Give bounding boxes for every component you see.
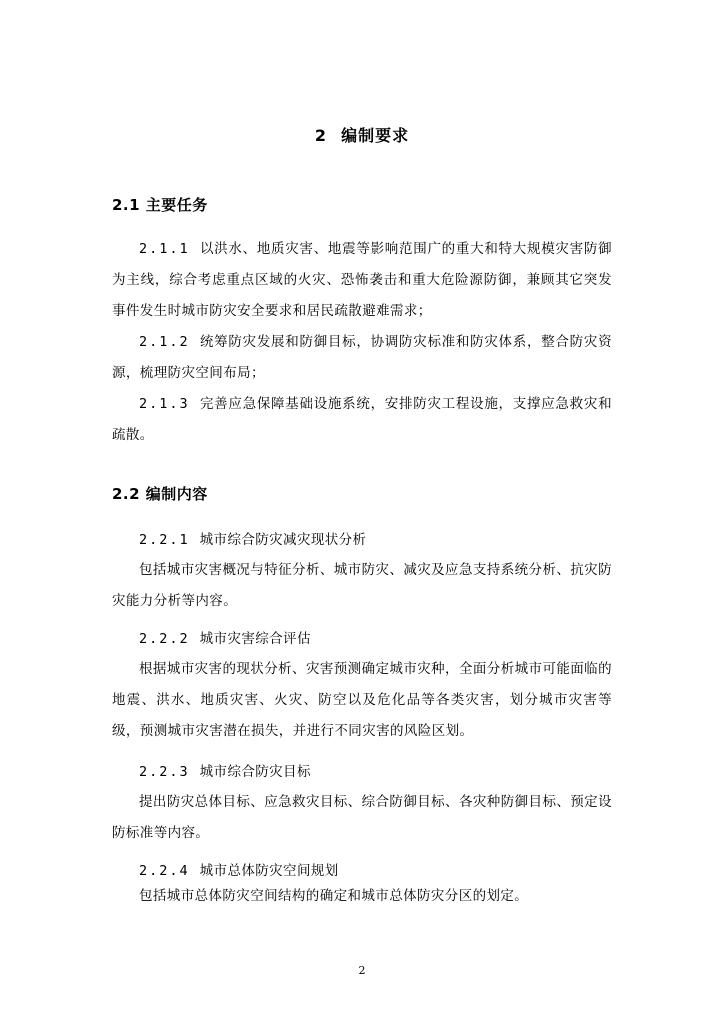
section-title-2-2: 2.2 编制内容 [112, 485, 208, 503]
clause-number: 2.2.3 [139, 764, 190, 780]
clause-heading: 城市综合防灾目标 [199, 764, 311, 780]
clause-text: 统筹防灾发展和防御目标，协调防灾标准和防灾体系，整合防灾资源，梳理防灾空间布局； [112, 334, 612, 381]
chapter-title-text: 编制要求 [341, 126, 410, 145]
section-title-2-1: 2.1 主要任务 [112, 196, 208, 214]
clause-2-1-2 [112, 327, 612, 389]
clause-heading: 城市总体防灾空间规划 [199, 863, 339, 879]
page-number: 2 [358, 964, 366, 977]
chapter-title [0, 123, 724, 146]
clause-text: 以洪水、地质灾害、地震等影响范围广的重大和特大规模灾害防御为主线，综合考虑重点区域的火灾、恐怖袭击和重大危险源防御，兼顾其它突发事件发生时城市防灾安全要求和居民疏散避难需求； [112, 241, 612, 319]
clause-2-1-1 [112, 234, 612, 327]
clause-2-2-3-text: 提出防灾总体目标、应急救灾目标、综合防御目标、各灾种防御目标、预定设防标准等内容。 [112, 794, 612, 841]
clause-heading: 城市综合防灾减灾现状分析 [199, 532, 367, 548]
clause-number: 2.2.2 [139, 631, 190, 647]
chapter-number: 2 [314, 126, 328, 145]
clause-2-1-3 [112, 389, 612, 451]
clause-2-2-4-heading [139, 859, 339, 879]
clause-number: 2.1.3 [139, 396, 190, 412]
clause-heading: 城市灾害综合评估 [199, 631, 311, 647]
clause-2-2-3-heading [139, 760, 311, 780]
clause-2-2-2-text: 根据城市灾害的现状分析、灾害预测确定城市灾种，全面分析城市可能面临的地震、洪水、地质灾害、火灾、防空以及危化品等各类灾害，划分城市灾害等级，预测城市灾害潜在损失，并进行不同灾害的风险区划。 [112, 661, 612, 739]
clause-2-2-4-text: 包括城市总体防灾空间结构的确定和城市总体防灾分区的划定。 [139, 888, 529, 904]
clause-number: 2.2.4 [139, 863, 190, 879]
clause-2-2-2-heading [139, 627, 311, 647]
clause-number: 2.2.1 [139, 532, 190, 548]
clause-2-2-1-heading [139, 528, 366, 548]
clause-text: 完善应急保障基础设施系统，安排防灾工程设施，支撑应急救灾和疏散。 [112, 396, 612, 443]
clause-2-2-1-text: 包括城市灾害概况与特征分析、城市防灾、减灾及应急支持系统分析、抗灾防灾能力分析等内容。 [112, 562, 612, 609]
clause-number: 2.1.1 [139, 241, 190, 257]
clause-number: 2.1.2 [139, 334, 190, 350]
